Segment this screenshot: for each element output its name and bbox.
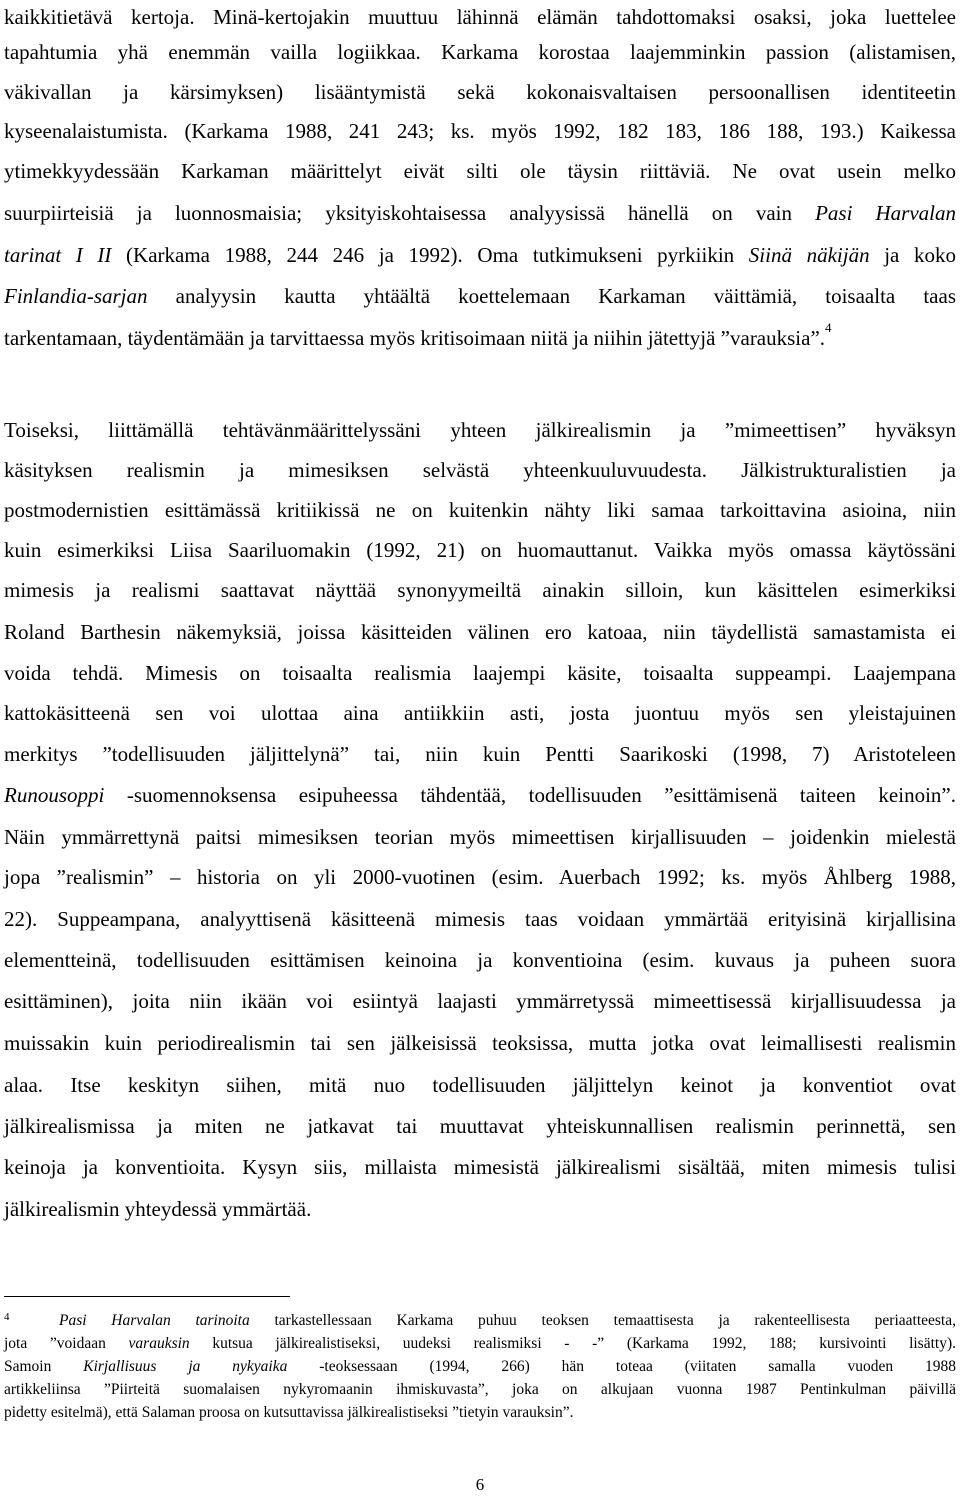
text-segment: analyysin kautta yhtäältä koettelemaan Karkaman väittämiä, toisaalta taas [147,284,956,308]
footnote-marker: 4 [825,320,832,335]
text-segment: (Karkama 1988, 244 246 ja 1992). Oma tutkimukseni pyrkiikin [111,243,749,267]
italic-text: tarinat I II [4,243,112,267]
text-line [4,658,956,688]
text-line [4,904,956,934]
footnote-line [4,1402,956,1424]
text-segment: alaa. Itse keskityn siihen, mitä nuo todellisuuden jäljittelyn keinot ja konventiot ovat [4,1073,956,1097]
footnote-line [4,1379,956,1401]
text-segment: Roland Barthesin näkemyksiä, joissa käsitteiden välinen ero katoaa, niin täydellistä samastamista ei [4,620,956,644]
text-line [4,1070,956,1100]
text-line [4,320,956,353]
text-segment: ja koko [869,243,957,267]
text-segment: mimesis ja realismi saattavat näyttää synonyymeiltä ainakin silloin, kun käsittelen esimerkiksi [4,578,956,602]
footnote-line [4,1333,956,1355]
text-segment: esittäminen), joita niin ikään voi esiintyä laajasti ymmärretyssä mimeettisessä kirjallisuudessa ja [4,989,956,1013]
text-segment: käsityksen realismin ja mimesiksen selvästä yhteenkuuluvuudesta. Jälkistrukturalistien ja [4,458,956,482]
footnote-line [4,1310,956,1332]
text-segment: kutsua jälkirealistiseksi, uudeksi realismiksi - -” (Karkama 1992, 188; kursivointi lisätty). [189,1335,956,1352]
text-line [4,198,956,228]
page-number: 6 [475,1475,485,1494]
footnote-divider [4,1296,290,1297]
text-segment: voida tehdä. Mimesis on toisaalta realismia laajempi käsite, toisaalta suppeampi. Laajempana [4,661,956,685]
text-line [4,1194,956,1224]
footnote-line [4,1356,956,1378]
italic-text: Runousoppi [4,783,105,807]
italic-text: Finlandia-sarjan [4,284,148,308]
text-segment: -suomennoksensa esipuheessa tähdentää, todellisuuden ”esittämisenä taiteen keinoin”. [104,783,956,807]
text-line [4,77,956,107]
text-line [4,1028,956,1058]
text-segment: Näin ymmärrettynä paitsi mimesiksen teorian myös mimeettisen kirjallisuuden – joidenkin mielestä [4,825,956,849]
italic-text: Kirjallisuus ja nykyaika [83,1358,288,1375]
italic-text: Siinä näkijän [748,243,870,267]
text-segment: postmodernistien esittämässä kritiikissä ne on kuitenkin nähty liki samaa tarkoittavina asioina, niin [4,498,956,522]
text-segment: muissakin kuin periodirealismin tai sen jälkeisissä teoksissa, mutta jotka ovat leimallisesti realismin [4,1031,956,1055]
text-line [4,617,956,647]
text-line [4,156,956,186]
text-line [4,281,956,311]
text-segment: kattokäsitteenä sen voi ulottaa aina antiikkiin asti, josta juontuu myös sen yleistajuinen [4,701,956,725]
italic-text: Pasi Harvalan tarinoita [59,1312,250,1329]
text-line [4,822,956,852]
text-segment: jälkirealismissa ja miten ne jatkavat tai muuttavat yhteiskunnallisen realismin perinnettä, sen [4,1114,956,1138]
footnote-marker: 4 [4,1311,10,1323]
italic-text: Pasi Harvalan [815,201,957,225]
text-line [4,986,956,1016]
text-line [4,535,956,565]
text-segment: keinoja ja konventioita. Kysyn siis, millaista mimesistä jälkirealismi sisältää, miten mimesis tulisi [4,1155,956,1179]
text-segment: ytimekkyydessään Karkaman määrittelyt eivät silti ole täysin riittäviä. Ne ovat usein melko [4,159,956,183]
text-segment: kaikkitietävä kertoja. Minä-kertojakin muuttuu lähinnä elämän tahdottomaksi osaksi, joka luettelee [4,5,956,29]
text-segment: elementteinä, todellisuuden esittämisen keinoina ja konventioina (esim. kuvaus ja puheen suora [4,948,956,972]
text-segment: jopa ”realismin” – historia on yli 2000-vuotinen (esim. Auerbach 1992; ks. myös Åhlberg 1988, [4,865,956,889]
text-segment: suurpiirteisiä ja luonnosmaisia; yksityiskohtaisessa analyysissä hänellä on vain [4,201,816,225]
text-segment: Toiseksi, liittämällä tehtävänmäärittelyssäni yhteen jälkirealismin ja ”mimeettisen” hyväksyn [4,418,956,442]
text-line [4,455,956,485]
text-segment: kuin esimerkiksi Liisa Saariluomakin (1992, 21) on huomauttanut. Vaikka myös omassa käytössäni [4,538,956,562]
text-segment: tapahtumia yhä enemmän vailla logiikkaa. Karkama korostaa laajemminkin passion (alistamisen, [4,40,956,64]
italic-text: varauksin [128,1335,190,1352]
text-line [4,1111,956,1141]
text-segment: -teoksessaan (1994, 266) hän toteaa (viitaten samalla vuoden 1988 [287,1358,957,1375]
text-segment: jälkirealismin yhteydessä ymmärtää. [4,1197,312,1221]
text-segment: merkitys ”todellisuuden jäljittelynä” tai, niin kuin Pentti Saarikoski (1998, 7) Aristoteleen [4,742,956,766]
document-page [4,0,956,1501]
text-line [4,495,956,525]
text-segment: tarkentamaan, täydentämään ja tarvittaessa myös kritisoimaan niitä ja niihin jätettyjä ”varauksia”. [4,326,826,350]
text-segment: kyseenalaistumista. (Karkama 1988, 241 243; ks. myös 1992, 182 183, 186 188, 193.) Kaikessa [4,119,956,143]
text-line [4,415,956,445]
text-segment: jota ”voidaan [4,1335,129,1352]
text-line [4,862,956,892]
text-segment: väkivallan ja kärsimyksen) lisääntymistä sekä kokonaisvaltaisen persoonallisen identiteetin [4,80,956,104]
text-line [4,780,956,810]
text-line [4,739,956,769]
text-line [4,575,956,605]
text-segment: pidetty esitelmä), että Salaman proosa on kutsuttavissa jälkirealistiseksi ”tietyin varauksin”. [4,1404,574,1421]
text-segment: artikkeliinsa ”Piirteitä suomalaisen nykyromaanin ihmiskuvasta”, joka on alkujaan vuonna 1987 Pentinkulman päivillä [4,1381,956,1398]
text-segment: 22). Suppeampana, analyyttisenä käsitteenä mimesis taas voidaan ymmärtää erityisinä kirjallisina [4,907,956,931]
text-line [4,1152,956,1182]
text-line [4,945,956,975]
text-segment: Samoin [4,1358,84,1375]
text-line [4,240,956,270]
text-segment [10,1312,60,1329]
text-line [4,2,956,32]
text-line [4,37,956,67]
text-line [4,698,956,728]
text-line [4,116,956,146]
text-segment: tarkastellessaan Karkama puhuu teoksen temaattisesta ja rakenteellisesta periaatteesta, [249,1312,956,1329]
